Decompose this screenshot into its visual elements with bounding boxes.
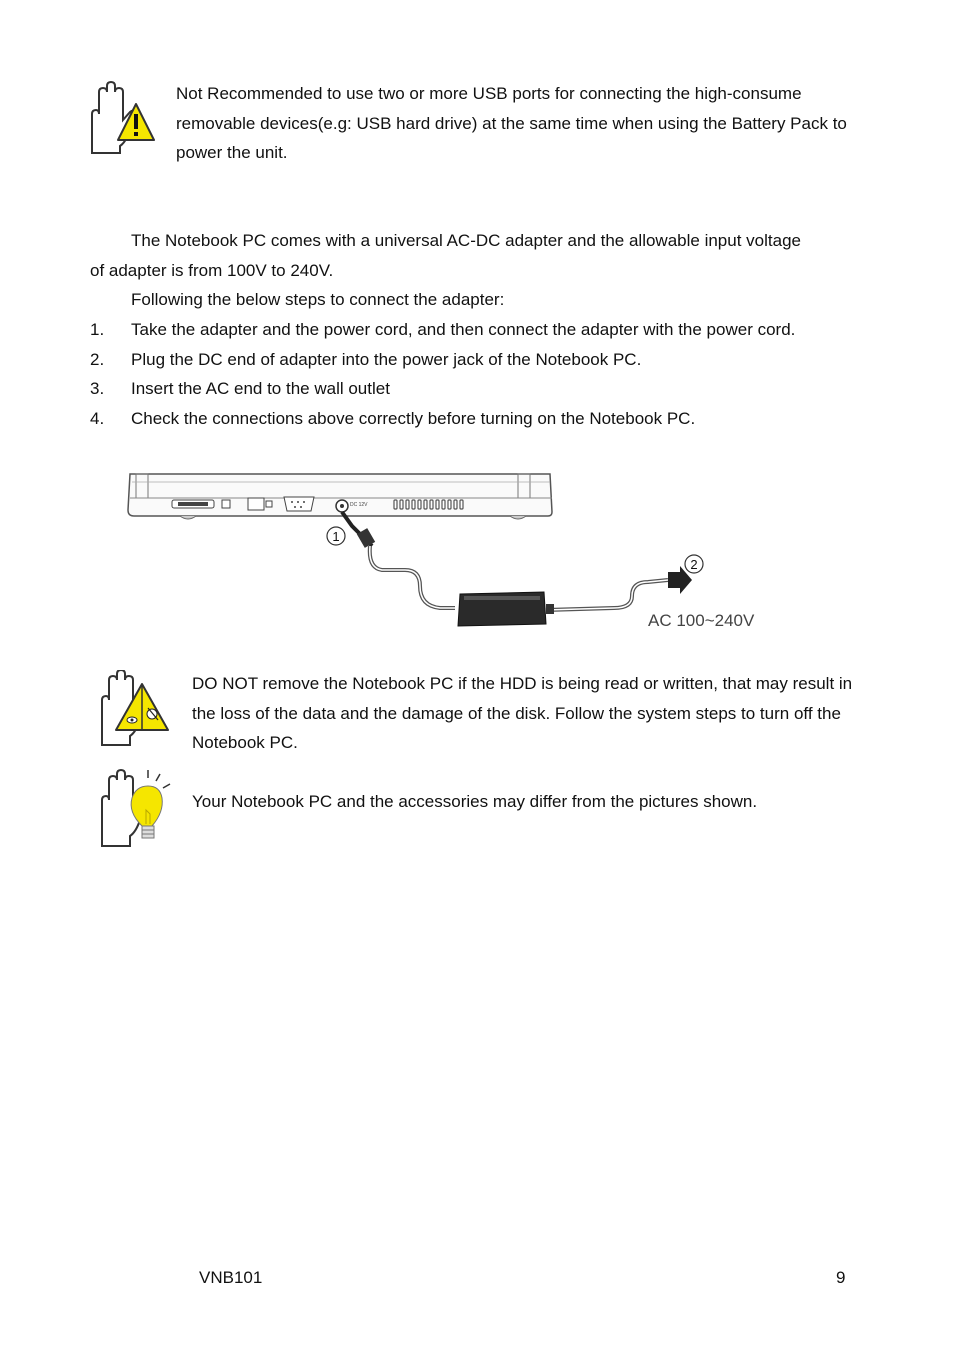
port-label: DC 12V	[350, 502, 368, 508]
step-text: Take the adapter and the power cord, and then connect the adapter with the power cord.	[131, 320, 796, 339]
callout-1-label: 1	[332, 529, 340, 544]
step-number: 4.	[90, 409, 105, 428]
step-number: 2.	[90, 350, 105, 369]
hand-lightbulb-icon	[98, 768, 174, 848]
intro-line-2: of adapter is from 100V to 240V.	[90, 261, 334, 280]
step-number: 1.	[90, 320, 105, 339]
intro-line-1: The Notebook PC comes with a universal AC-DC adapter and the allowable input voltage	[131, 231, 801, 250]
footer-model: VNB101	[199, 1268, 263, 1287]
step-text: Plug the DC end of adapter into the power jack of the Notebook PC.	[131, 350, 642, 369]
adapter-connection-figure	[120, 460, 790, 640]
step-text: Insert the AC end to the wall outlet	[131, 379, 390, 398]
step-number: 3.	[90, 379, 105, 398]
hand-warning-icon	[84, 80, 160, 156]
page-number: 9	[836, 1268, 846, 1287]
voltage-label: AC 100~240V	[648, 611, 755, 630]
steps-intro: Following the below steps to connect the adapter:	[131, 290, 505, 309]
tip-text: Your Notebook PC and the accessories may differ from the pictures shown.	[192, 792, 758, 811]
hdd-warning-text: DO NOT remove the Notebook PC if the HDD is being read or written, that may result in the loss of the data and the damage of the disk. Follow the system steps to turn off the Notebook PC.	[192, 674, 853, 752]
step-text: Check the connections above correctly before turning on the Notebook PC.	[131, 409, 696, 428]
callout-2-label: 2	[690, 557, 698, 572]
hand-hdd-warning-icon	[96, 670, 172, 746]
usb-warning-text: Not Recommended to use two or more USB ports for connecting the high-consume removable devices(e.g: USB hard drive) at the same time when using the Battery Pack to power the unit.	[176, 84, 847, 162]
